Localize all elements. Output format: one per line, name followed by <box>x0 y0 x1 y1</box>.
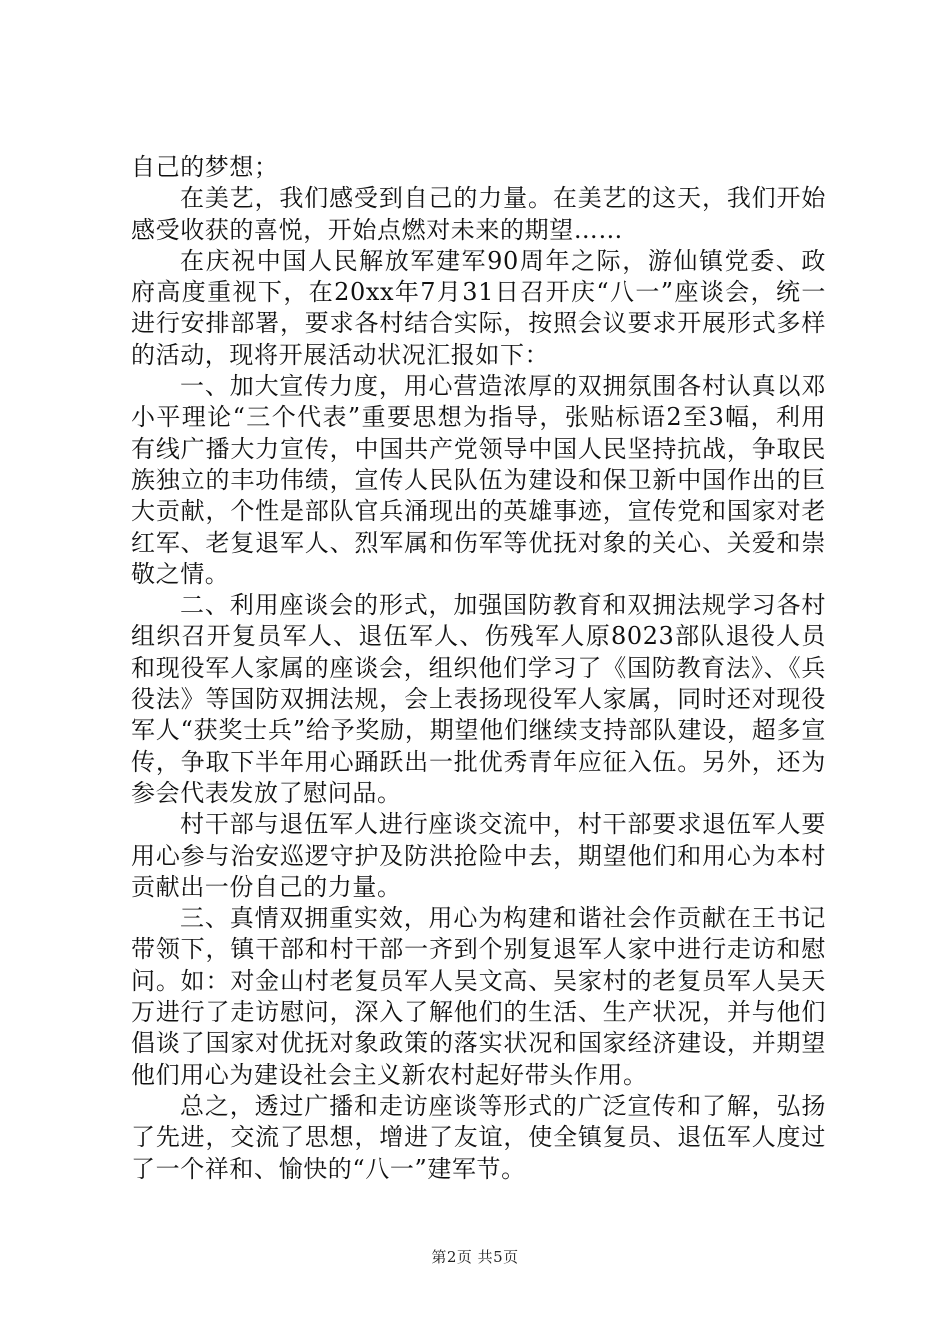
paragraph-meiyi: 在美艺，我们感受到自己的力量。在美艺的这天，我们开始感受收获的喜悦，开始点燃对未来的期望…… <box>131 184 826 244</box>
paragraph-section-three: 三、真情双拥重实效，用心为构建和谐社会作贡献在王书记带领下，镇干部和村干部一齐到个别复退军人家中进行走访和慰问。如：对金山村老复员军人吴文高、吴家村的老复员军人吴天万进行了走访慰问，深入了解他们的生活、生产状况，并与他们倡谈了国家对优抚对象政策的落实状况和国家经济建设，并期望他们用心为建设社会主义新农村起好带头作用。 <box>131 904 826 1089</box>
paragraph-dream-ending: 自己的梦想； <box>131 153 279 181</box>
paragraph-section-two: 二、利用座谈会的形式，加强国防教育和双拥法规学习各村组织召开复员军人、退伍军人、伤残军人原8023部队退役人员和现役军人家属的座谈会，组织他们学习了《国防教育法》、《兵役法》等国防双拥法规，会上表扬现役军人家属，同时还对现役军人“获奖士兵”给予奖励，期望他们继续支持部队建设，超多宣传，争取下半年用心踊跃出一批优秀青年应征入伍。另外，还为参会代表发放了慰问品。 <box>131 591 826 807</box>
paragraph-intro: 在庆祝中国人民解放军建军90周年之际，游仙镇党委、政府高度重视下，在20xx年7月31日召开庆“八一”座谈会，统一进行安排部署，要求各村结合实际，按照会议要求开展形式多样的活动，现将开展活动状况汇报如下： <box>131 246 826 369</box>
paragraph-section-one: 一、加大宣传力度，用心营造浓厚的双拥氛围各村认真以邓小平理论“三个代表”重要思想为指导，张贴标语2至3幅，利用有线广播大力宣传，中国共产党领导中国人民坚持抗战，争取民族独立的丰功伟绩，宣传人民队伍为建设和保卫新中国作出的巨大贡献，个性是部队官兵涌现出的英雄事迹，宣传党和国家对老红军、老复退军人、烈军属和伤军等优抚对象的关心、关爱和崇敬之情。 <box>131 372 826 588</box>
paragraph-summary: 总之，透过广播和走访座谈等形式的广泛宣传和了解，弘扬了先进，交流了思想，增进了友谊，使全镇复员、退伍军人度过了一个祥和、愉快的“八一”建军节。 <box>131 1091 826 1183</box>
paragraph-village-cadres: 村干部与退伍军人进行座谈交流中，村干部要求退伍军人要用心参与治安巡逻守护及防洪抢险中去，期望他们和用心为本村贡献出一份自己的力量。 <box>131 810 826 901</box>
page-number-footer: 第2页 共5页 <box>431 1248 519 1266</box>
document-body <box>131 152 826 1185</box>
